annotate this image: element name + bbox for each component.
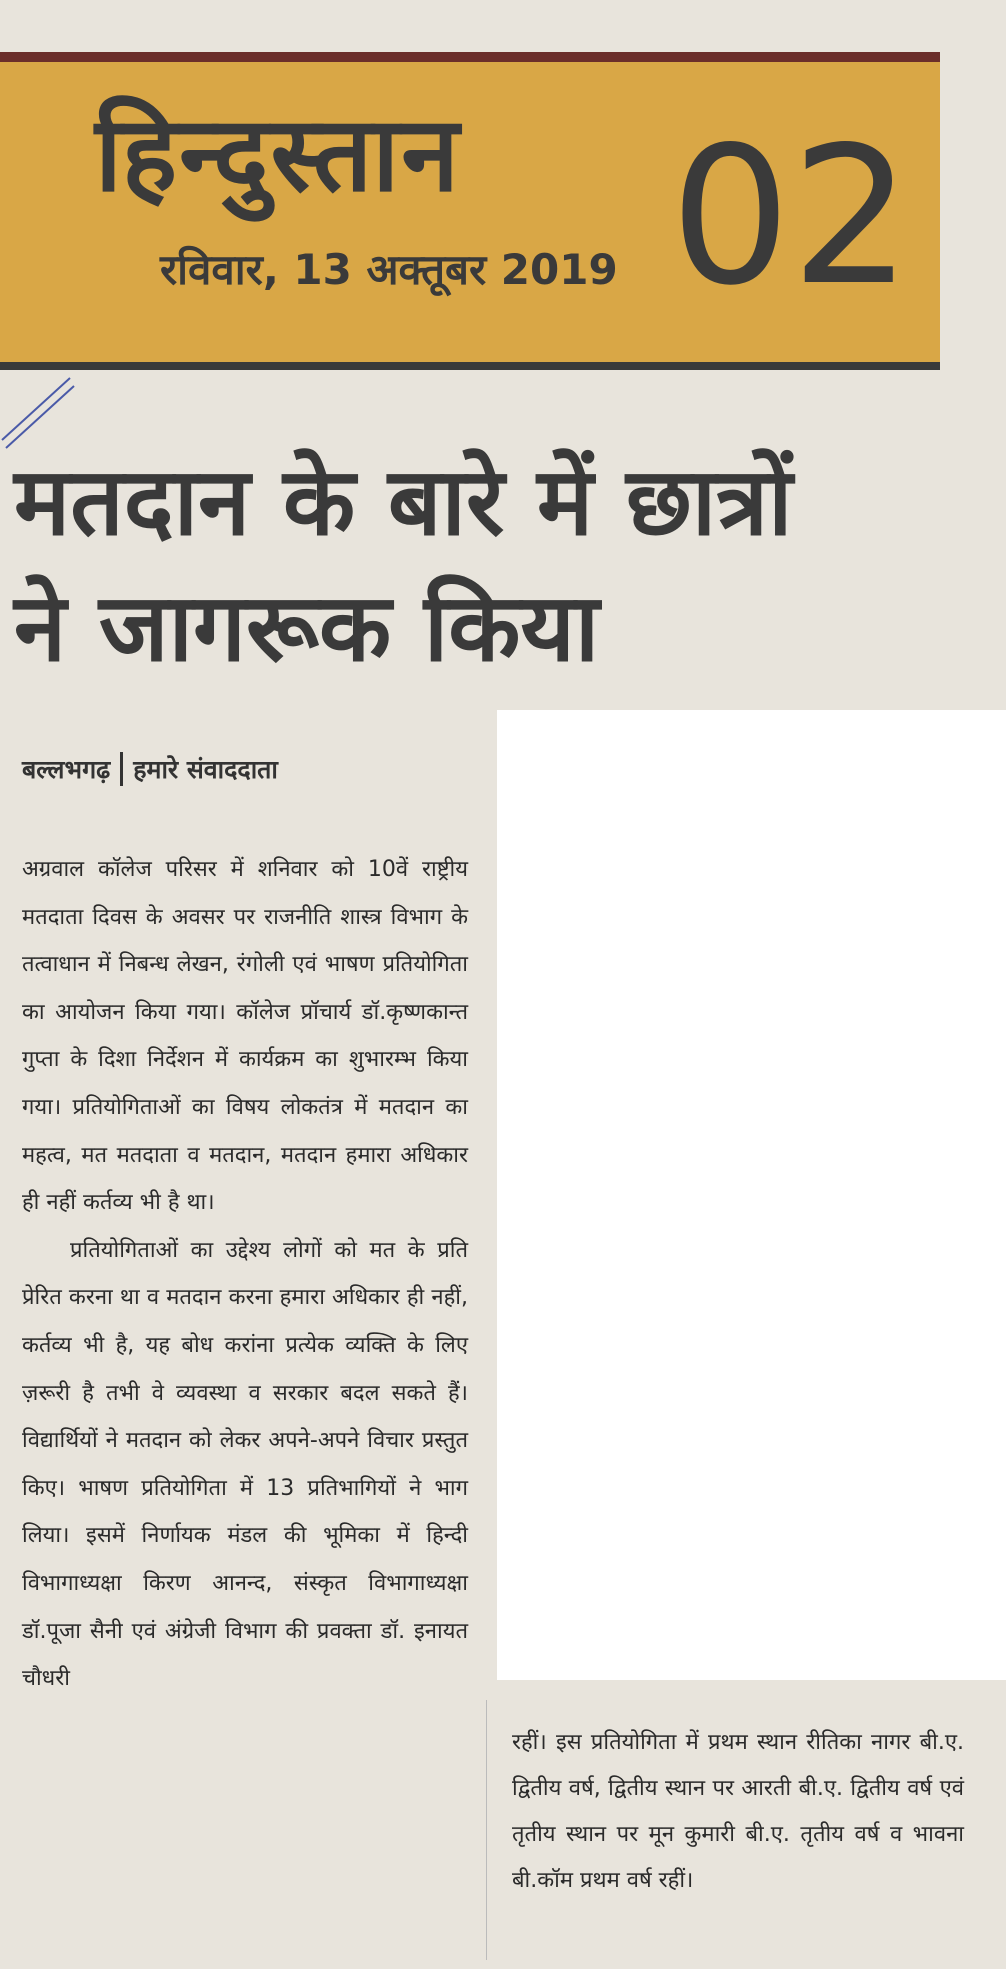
headline-line-1: मतदान के बारे में छात्रों xyxy=(14,448,793,557)
newspaper-name: हिन्दुस्तान xyxy=(95,93,461,215)
headline-line-2: ने जागरूक किया xyxy=(14,574,600,683)
byline-separator xyxy=(120,752,123,786)
article-headline xyxy=(14,440,964,692)
edition-date: रविवार, 13 अक्तूबर 2019 xyxy=(160,245,618,294)
byline xyxy=(22,752,278,786)
article-paragraph-3: रहीं। इस प्रतियोगिता में प्रथम स्थान रीतिका नागर बी.ए. द्वितीय वर्ष, द्वितीय स्थान पर आरती बी.ए. द्वितीय वर्ष एवं तृतीय स्थान पर मून कुमारी बी.ए. तृतीय वर्ष व भावना बी.कॉम प्रथम वर्ष रहीं। xyxy=(512,1730,964,1893)
byline-place: बल्लभगढ़ xyxy=(22,755,111,784)
article-column-left xyxy=(22,846,468,1703)
photo-placeholder xyxy=(497,710,1006,1680)
column-divider xyxy=(486,1700,487,1960)
article-paragraph-1: अग्रवाल कॉलेज परिसर में शनिवार को 10वें राष्ट्रीय मतदाता दिवस के अवसर पर राजनीति शास्त्र विभाग के तत्वाधान में निबन्ध लेखन, रंगोली एवं भाषण प्रतियोगिता का आयोजन किया गया। कॉलेज प्रॉचार्य डॉ.कृष्णकान्त गुप्ता के दिशा निर्देशन में कार्यक्रम का शुभारम्भ किया गया। प्रतियोगिताओं का विषय लोकतंत्र में मतदान का महत्व, मत मतदाता व मतदान, मतदान हमारा अधिकार ही नहीं कर्तव्य भी है था। xyxy=(22,857,468,1216)
page-number: 02 xyxy=(670,106,912,327)
article-paragraph-2: प्रतियोगिताओं का उद्देश्य लोगों को मत के प्रति प्रेरित करना था व मतदान करना हमारा अधिकार ही नहीं, कर्तव्य भी है, यह बोध करांना प्रत्येक व्यक्ति के लिए ज़रूरी है तभी वे व्यवस्था व सरकार बदल सकते हैं। विद्यार्थियों ने मतदान को लेकर अपने-अपने विचार प्रस्तुत किए। भाषण प्रतियोगिता में 13 प्रतिभागियों ने भाग लिया। इसमें निर्णायक मंडल की भूमिका में हिन्दी विभागाध्यक्षा किरण आनन्द, संस्कृत विभागाध्यक्षा डॉ.पूजा सैनी एवं अंग्रेजी विभाग की प्रवक्ता डॉ. इनायत चौधरी xyxy=(22,1237,468,1692)
byline-author: हमारे संवाददाता xyxy=(133,755,278,784)
masthead xyxy=(0,52,940,370)
article-column-right xyxy=(512,1720,964,1904)
